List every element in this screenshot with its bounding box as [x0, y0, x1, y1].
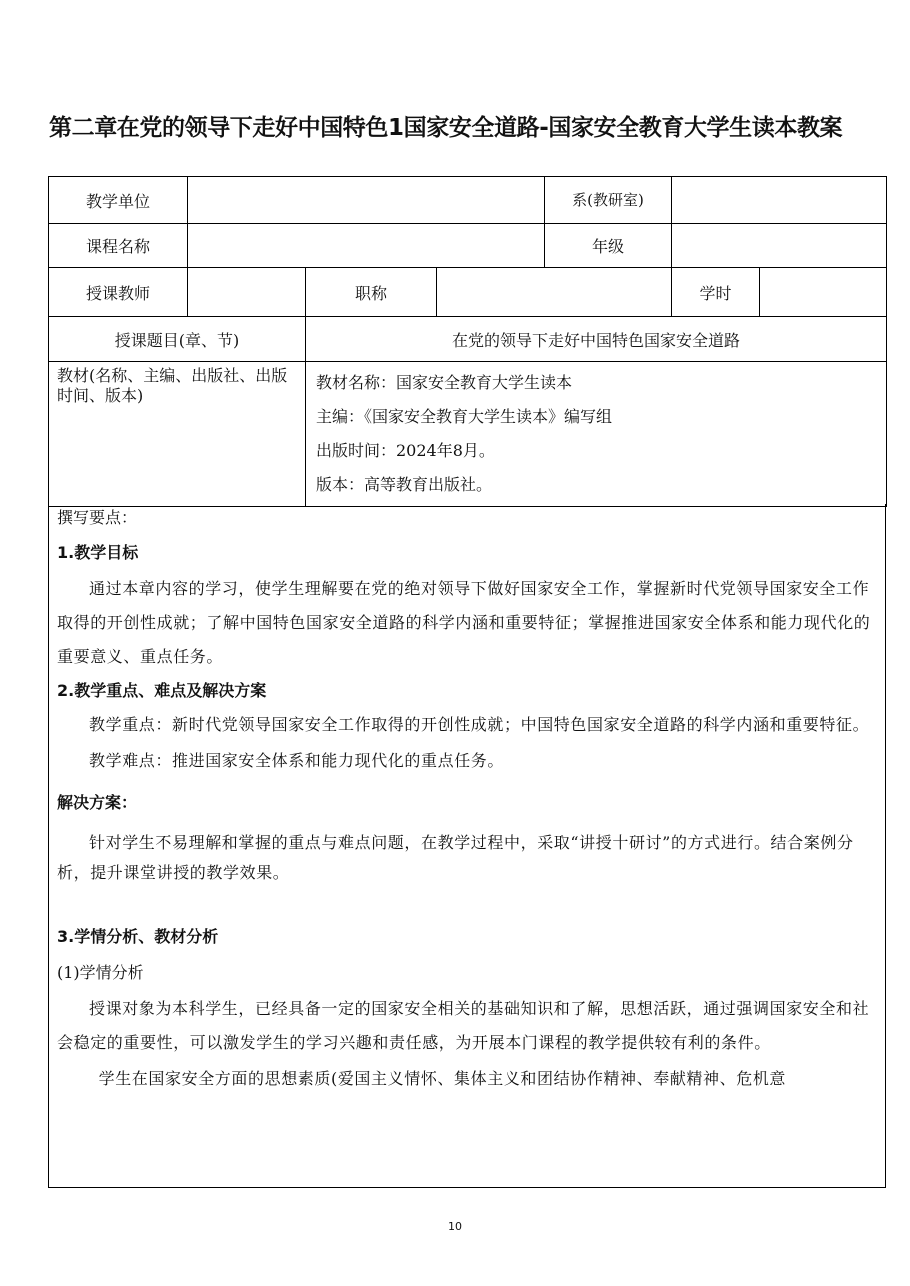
textbook-date: 出版时间：2024年8月。 — [316, 441, 495, 460]
textbook-edition: 版本：高等教育出版社。 — [316, 475, 493, 494]
objectives-paragraph: 通过本章内容的学习，使学生理解要在党的绝对领导下做好国家安全工作，掌握新时代党领导国家安全工作取得的开创性成就；了解中国特色国家安全道路的科学内涵和重要特征；掌握推进国家安全体系和能力现代化的重要意义、重点任务。 — [57, 579, 871, 666]
hours-label: 学时 — [672, 268, 760, 317]
course-info-table — [48, 176, 887, 507]
position-label: 职称 — [306, 268, 437, 317]
teacher-label: 授课教师 — [49, 268, 188, 317]
writing-points-section — [48, 504, 886, 1188]
textbook-info — [306, 362, 887, 507]
topic-value: 在党的领导下走好中国特色国家安全道路 — [306, 317, 887, 362]
student-analysis-paragraph: 授课对象为本科学生，已经具备一定的国家安全相关的基础知识和了解，思想活跃，通过强调国家安全和社会稳定的重要性，可以激发学生的学习兴趣和责任感，为开展本门课程的教学提供较有利的条件。 — [57, 999, 870, 1052]
course-label: 课程名称 — [49, 224, 188, 268]
section-key-points-heading: 2.教学重点、难点及解决方案 — [57, 681, 267, 700]
teacher-value — [188, 268, 306, 317]
key-points-paragraph: 教学重点：新时代党领导国家安全工作取得的开创性成就；中国特色国家安全道路的科学内涵和重要特征。 — [89, 715, 870, 734]
topic-label: 授课题目(章、节) — [49, 317, 306, 362]
unit-value — [188, 177, 545, 224]
hours-value — [760, 268, 887, 317]
student-analysis-subheading: (1)学情分析 — [57, 963, 144, 982]
textbook-editor: 主编：《国家安全教育大学生读本》编写组 — [316, 407, 613, 426]
textbook-name: 教材名称：国家安全教育大学生读本 — [316, 373, 573, 392]
difficulty-paragraph: 教学难点：推进国家安全体系和能力现代化的重点任务。 — [89, 751, 505, 770]
dept-value — [672, 177, 887, 224]
dept-label: 系(教研室) — [545, 177, 672, 224]
points-label: 撰写要点： — [57, 508, 138, 527]
page-number: 10 — [448, 1220, 462, 1233]
student-quality-paragraph: 学生在国家安全方面的思想素质(爱国主义情怀、集体主义和团结协作精神、奉献精神、危机意 — [98, 1069, 787, 1088]
document-title: 第二章在党的领导下走好中国特色1国家安全道路-国家安全教育大学生读本教案 — [49, 115, 843, 141]
textbook-label: 教材(名称、主编、出版社、出版时间、版本) — [49, 362, 306, 507]
solution-heading: 解决方案： — [57, 793, 138, 812]
position-value — [437, 268, 672, 317]
grade-value — [672, 224, 887, 268]
solution-paragraph: 针对学生不易理解和掌握的重点与难点问题，在教学过程中，采取“讲授十研讨”的方式进行。结合案例分析，提升课堂讲授的教学效果。 — [57, 833, 854, 882]
grade-label: 年级 — [545, 224, 672, 268]
unit-label: 教学单位 — [49, 177, 188, 224]
section-objectives-heading: 1.教学目标 — [57, 543, 139, 562]
course-value — [188, 224, 545, 268]
section-analysis-heading: 3.学情分析、教材分析 — [57, 927, 219, 946]
